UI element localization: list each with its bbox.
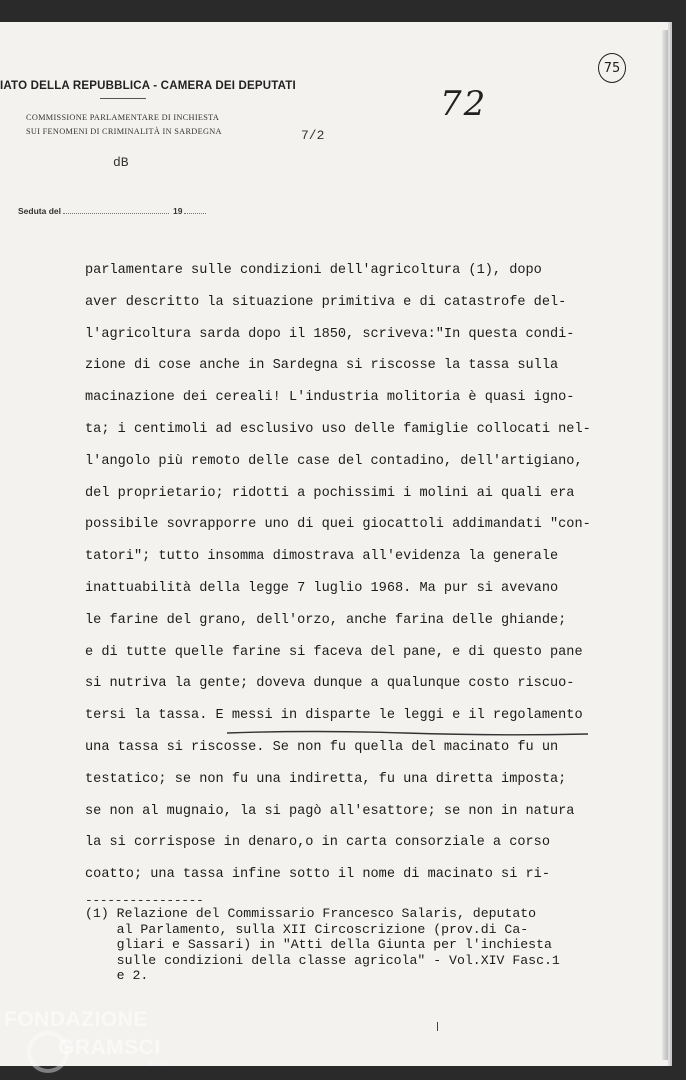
text-line: inattuabilità della legge 7 luglio 1968. Ma pur si avevano xyxy=(85,580,559,596)
commission-line: SUI FENOMENI DI CRIMINALITÀ IN SARDEGNA xyxy=(26,127,222,136)
handwritten-underline xyxy=(225,728,590,738)
text-line: aver descritto la situazione primitiva e di catastrofe del- xyxy=(85,294,567,310)
text-line: una tassa si riscosse. Se non fu quella del macinato fu un xyxy=(85,739,559,755)
seduta-year-line xyxy=(184,213,206,214)
text-line: del proprietario; ridotti a pochissimi i molini ai quali era xyxy=(85,485,575,501)
text-line: tatori"; tutto insomma dimostrava all'evidenza la generale xyxy=(85,549,559,565)
text-line: tersi la tassa. E messi in disparte le leggi e il regolamento xyxy=(85,708,583,724)
text-line: parlamentare sulle condizioni dell'agricoltura (1), dopo xyxy=(85,263,542,278)
seduta-field xyxy=(18,206,206,216)
commission-line: COMMISSIONE PARLAMENTARE DI INCHIESTA xyxy=(26,113,220,122)
text-line: e di tutte quelle farine si faceva del pane, e di questo pane xyxy=(85,644,583,660)
seduta-year: 19 xyxy=(172,206,183,216)
seduta-label: Seduta del xyxy=(18,206,61,216)
footnote-line: gliari e Sassari) in "Atti della Giunta per l'inchiesta xyxy=(85,937,552,952)
text-line: la si corrispose in denaro,o in carta consorziale a corso xyxy=(85,835,550,851)
watermark-line2: GRAMSCI xyxy=(58,1036,161,1059)
text-line: si nutriva la gente; doveva dunque a qualunque costo riscuo- xyxy=(85,676,575,692)
text-line: testatico; se non fu una indiretta, fu una diretta imposta; xyxy=(85,771,567,787)
footnote-line: al Parlamento, sulla XII Circoscrizione (prov.di Ca- xyxy=(85,921,529,937)
footnote-line: (1) Relazione del Commissario Francesco Salaris, deputato xyxy=(85,906,537,921)
handwritten-page-number: 72 xyxy=(440,84,488,124)
text-line: se non al mugnaio, la si pagò all'esattore; se non in natura xyxy=(85,803,575,819)
page-edge xyxy=(662,30,668,1060)
header-title: IATO DELLA REPUBBLICA - CAMERA DEI DEPUTATI xyxy=(0,80,296,92)
text-line: zione di cose anche in Sardegna si riscosse la tassa sulla xyxy=(85,358,559,374)
fondazione-gramsci-watermark xyxy=(0,1000,200,1080)
footnote xyxy=(85,906,560,984)
text-line: possibile sovrapporre uno di quei giocattoli addimandati "con- xyxy=(85,517,591,533)
watermark-suffix: onlus xyxy=(148,1058,170,1068)
text-line: le farine del grano, dell'orzo, anche farina delle ghiande; xyxy=(85,612,567,628)
header-divider xyxy=(100,98,146,99)
text-line: coatto; una tassa infine sotto il nome di macinato si ri- xyxy=(85,867,550,883)
text-line: macinazione dei cereali! L'industria molitoria è quasi igno- xyxy=(85,390,575,406)
text-line: l'agricoltura sarda dopo il 1850, scriveva:"In questa condi- xyxy=(85,326,575,342)
text-line: ta; i centimoli ad esclusivo uso delle famiglie collocati nel- xyxy=(85,421,591,437)
typist-initials: dB xyxy=(113,155,129,170)
text-line: l'angolo più remoto delle case del contadino, dell'artigiano, xyxy=(85,453,583,469)
commission-name xyxy=(26,111,222,139)
body-text xyxy=(85,255,625,891)
circled-page-stamp: 75 xyxy=(598,53,626,83)
watermark-line1: FONDAZIONE xyxy=(4,1008,148,1031)
footnote-line: e 2. xyxy=(85,968,149,983)
page-mark xyxy=(437,1022,438,1031)
seduta-date-line xyxy=(63,213,169,214)
footnote-separator: ---------------- xyxy=(85,893,204,908)
footnote-line: sulle condizioni della classe agricola" - Vol.XIV Fasc.1 xyxy=(85,952,560,968)
sheet-reference: 7/2 xyxy=(301,128,325,143)
